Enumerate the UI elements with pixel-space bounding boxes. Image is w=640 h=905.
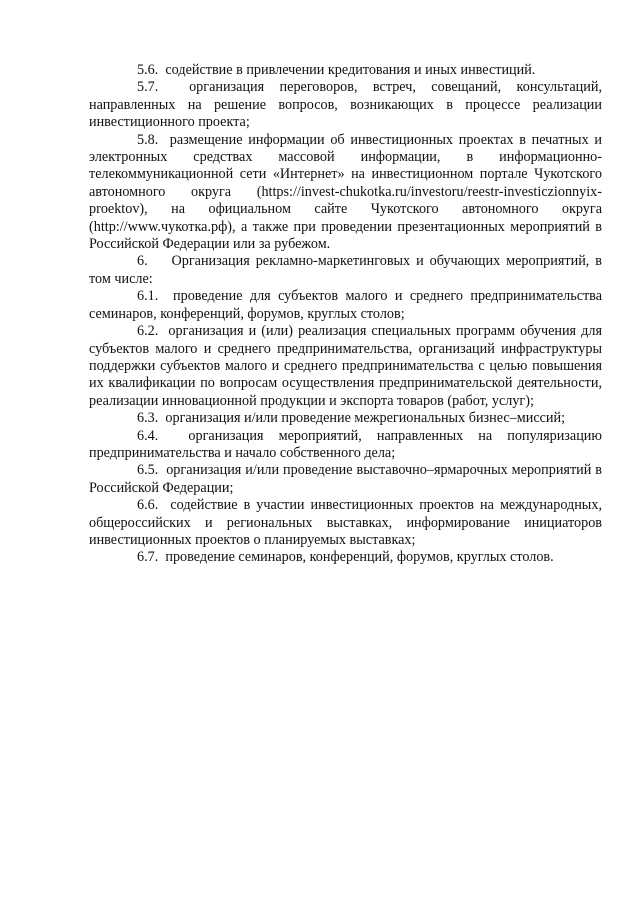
paragraph-5-6: 5.6. содействие в привлечении кредитования и иных инвестиций. xyxy=(137,62,536,78)
paragraph-6-5: 6.5. организация и/или проведение выставочно–ярмарочных мероприятий в Российской Федерации; xyxy=(89,462,602,496)
paragraph-6-6: 6.6. содействие в участии инвестиционных проектов на международных, общероссийских и региональных выставках, информирование инициаторов инвестиционных проектов о планируемых выставках; xyxy=(89,497,602,548)
paragraph-6-3: 6.3. организация и/или проведение межрегиональных бизнес–миссий; xyxy=(137,410,566,427)
document-page xyxy=(89,62,602,567)
paragraph-6: 6. Организация рекламно-маркетинговых и обучающих мероприятий, в том числе: xyxy=(89,253,602,287)
paragraph-6-4: 6.4. организация мероприятий, направленных на популяризацию предпринимательства и начало собственного дела; xyxy=(89,427,602,461)
paragraph-6-7: 6.7. проведение семинаров, конференций, форумов, круглых столов. xyxy=(137,549,554,566)
paragraph-5-8: 5.8. размещение информации об инвестиционных проектах в печатных и электронных средствах массовой информации, в информационно-телекоммуникационной сети «Интернет» на инвестиционном портале Чукотского автономного округа (https://invest-chukotka.ru/investoru/reestr-investiczionnyix-proektov), на официальном сайте Чукотского автономного округа (http://www.чукотка.рф), а также при проведении презентационных мероприятий в Российской Федерации или за рубежом. xyxy=(89,131,602,253)
paragraph-6-2: 6.2. организация и (или) реализация специальных программ обучения для субъектов малого и среднего предпринимательства, организаций инфраструктуры поддержки субъектов малого и среднего предпринимательства с целью повышения их квалификации по вопросам осуществления предпринимательской деятельности, реализации инновационной продукции и экспорта товаров (работ, услуг); xyxy=(89,323,602,409)
paragraph-5-7: 5.7. организация переговоров, встреч, совещаний, консультаций, направленных на решение вопросов, возникающих в процессе реализации инвестиционного проекта; xyxy=(89,79,602,131)
paragraph-6-1: 6.1. проведение для субъектов малого и среднего предпринимательства семинаров, конференций, форумов, круглых столов; xyxy=(89,288,602,322)
